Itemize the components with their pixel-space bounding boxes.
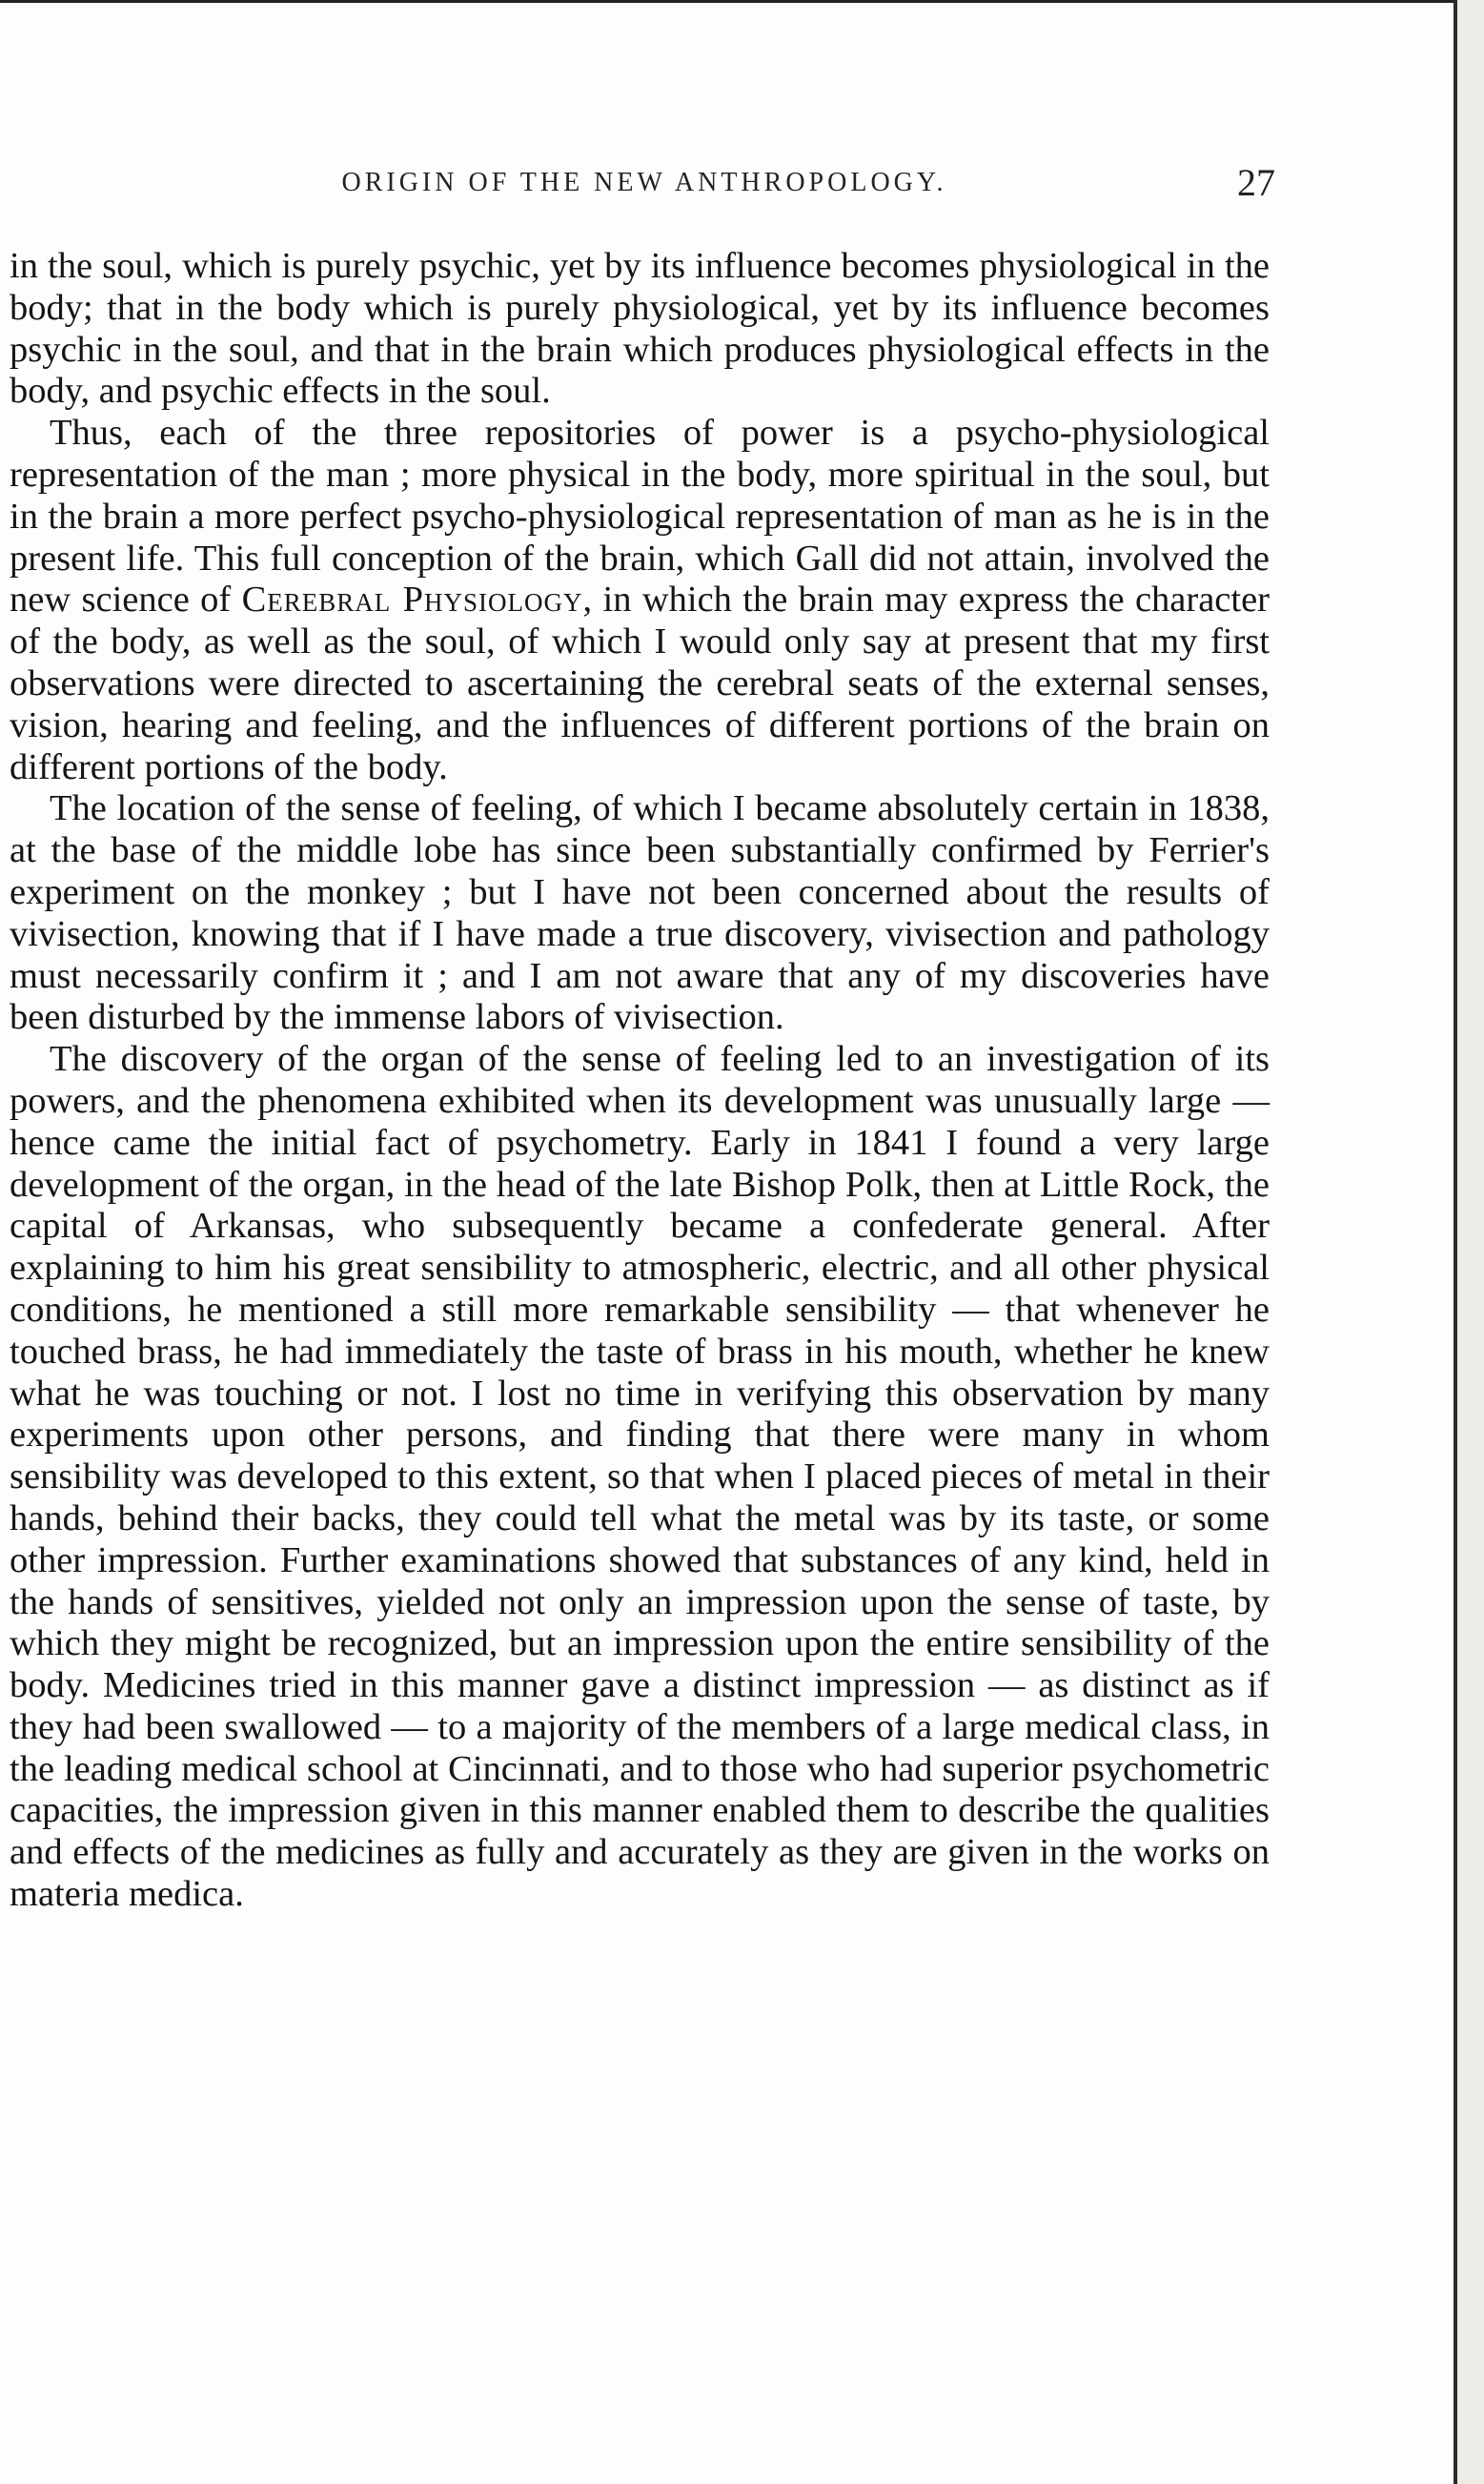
- running-title: ORIGIN OF THE NEW ANTHROPOLOGY.: [341, 168, 947, 197]
- paragraph-2-text-a: Thus, each of the three repositories of power is a psycho-physiological representation of the man ; more physical in the body, more spiritual in the soul, but in the brain a more perfect psycho-physiological representation of man as he is in the present life. This full conception of the brain, which Gall did not attain, involved the new science of: [10, 413, 1270, 621]
- paragraph-2: [10, 413, 1270, 788]
- body-text: [10, 246, 1270, 1916]
- page-gutter-shadow: [1457, 0, 1484, 2484]
- small-caps-term: Cerebral Physiology: [241, 580, 583, 621]
- paragraph-2-text-b: , in which the brain may express the character of the body, as well as the soul, of which I would only say at present that my first observations were directed to ascertaining the cerebral seats of the external senses, vision, hearing and feeling, and the influences of different portions of the brain on different portions of the body.: [10, 580, 1270, 787]
- page-number: 27: [1237, 161, 1275, 204]
- paragraph-4: The discovery of the organ of the sense of feeling led to an investigation of its powers, and the phenomena exhibited when its development was unusually large — hence came the initial fact of psychometry. Early in 1841 I found a very large development of the organ, in the head of the late Bishop Polk, then at Little Rock, the capital of Arkansas, who subsequently became a confederate general. After explaining to him his great sensibility to atmospheric, electric, and all other physical conditions, he mentioned a still more remarkable sensibility — that whenever he touched brass, he had immediately the taste of brass in his mouth, whether he knew what he was touching or not. I lost no time in verifying this observation by many experiments upon other persons, and finding that there were many in whom sensibility was developed to this extent, so that when I placed pieces of metal in their hands, behind their backs, they could tell what the metal was by its taste, or some other impression. Further examinations showed that substances of any kind, held in the hands of sensitives, yielded not only an impression upon the sense of taste, by which they might be recognized, but an impression upon the entire sensibility of the body. Medicines tried in this manner gave a distinct impression — as distinct as if they had been swallowed — to a majority of the members of a large medical class, in the leading medical school at Cincinnati, and to those who had superior psychometric capacities, the impression given in this manner enabled them to describe the qualities and effects of the medicines as fully and accurately as they are given in the works on materia medica.: [10, 1039, 1270, 1915]
- paragraph-1: in the soul, which is purely psychic, yet by its influence becomes physiological in the body; that in the body which is purely physiological, yet by its influence becomes psychic in the soul, and that in the brain which produces physiological effects in the body, and psychic effects in the soul.: [10, 246, 1270, 412]
- page-binding-edge: [1454, 0, 1457, 2484]
- top-edge-rule: [0, 0, 1484, 3]
- paragraph-3: The location of the sense of feeling, of which I became absolutely certain in 1838, at the base of the middle lobe has since been substantially confirmed by Ferrier's experiment on the monkey ; but I have not been concerned about the results of vivisection, knowing that if I have made a true discovery, vivisection and pathology must necessarily confirm it ; and I am not aware that any of my discoveries have been disturbed by the immense labors of vivisection.: [10, 788, 1270, 1038]
- running-head: [10, 160, 1279, 217]
